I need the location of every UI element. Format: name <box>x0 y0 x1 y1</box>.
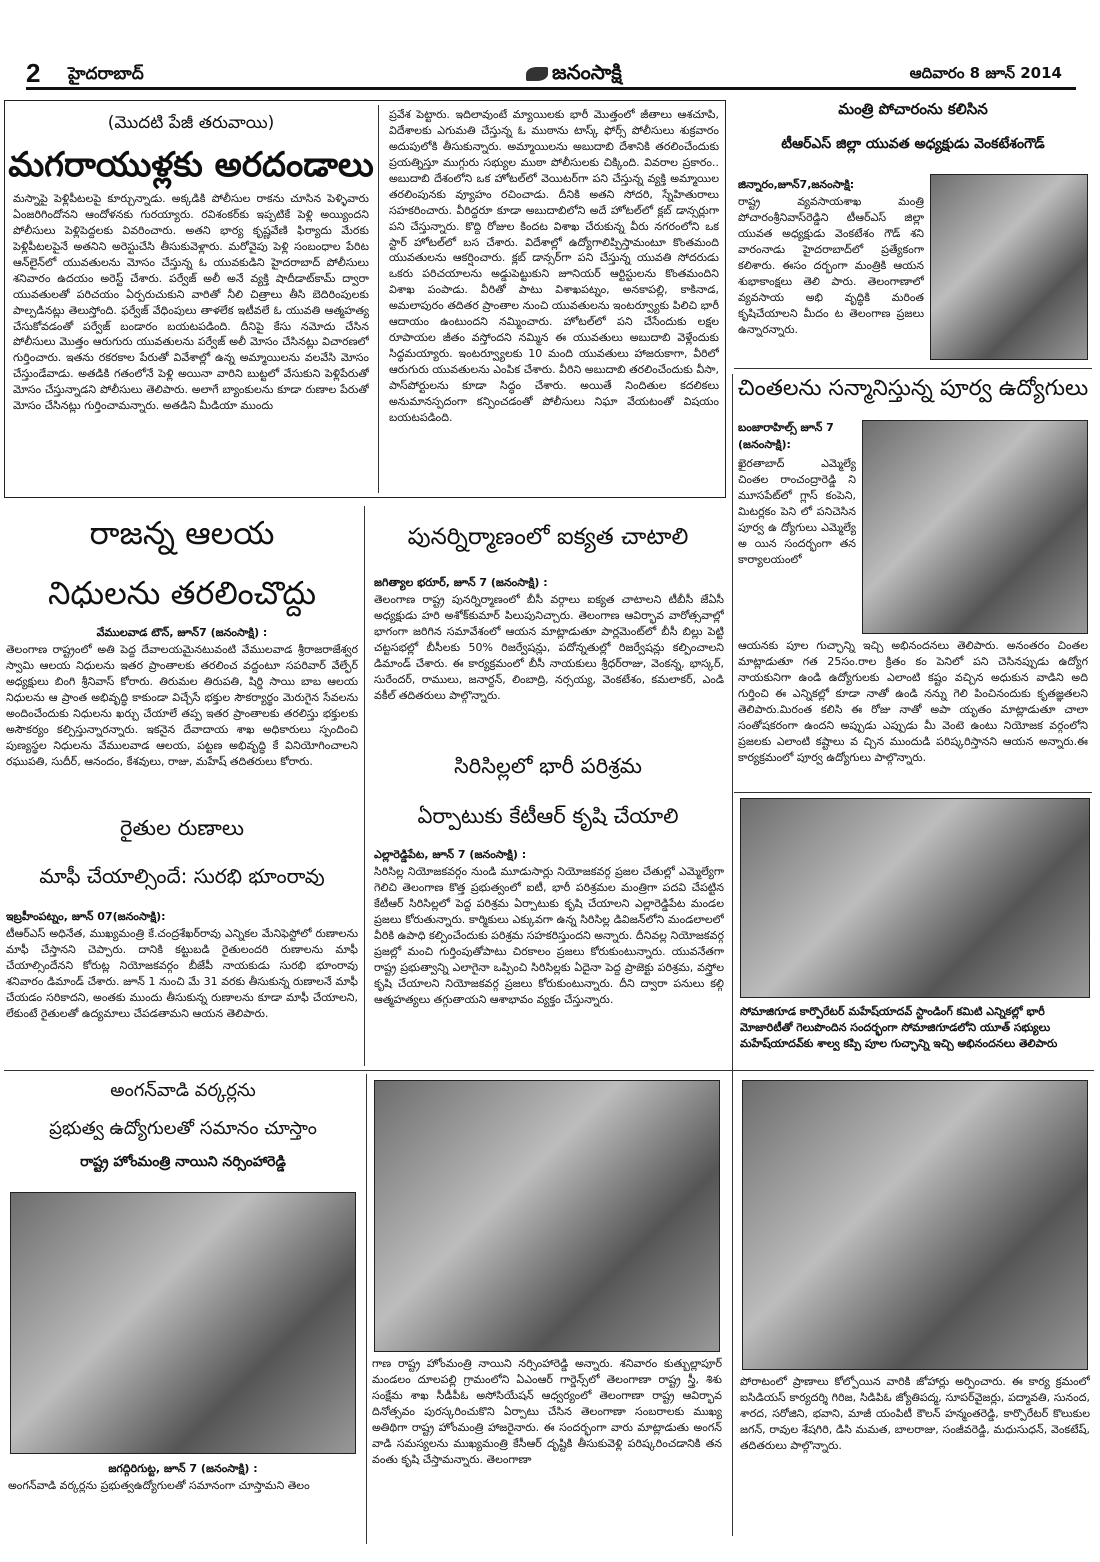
masthead-name: జనంసాక్షి <box>552 60 622 84</box>
news-photo <box>930 174 1088 360</box>
article-rajanna <box>6 508 358 810</box>
masthead-logo <box>526 60 622 89</box>
article-mahesh-yadav <box>740 798 1090 1066</box>
article-body-col2: ప్రవేశ పెట్టారు. ఇదిలావుంటే మ్యాయిలకు భారీ మొత్తంలో జీతాలు ఆశచూపి, విదేశాలకు ఎగుమతి చేస్తున్న ఓ ముఠాను టాస్క్ ఫోర్స్ పోలీసులు శుక్రవారం అదుపులోకి తీసుకున్నారు. అమ్మాయిలను అబుదాబి దేశానికి తరలించేందుకు ప్రయత్నిస్తూ ముగ్గురు సభ్యుల ముఠా పోలీసులకు చిక్కింది. వివరాల ప్రకారం.. అబుదాబి దేశంలోని ఒక హోటల్‌లో వెయిటర్‌గా పని చేస్తున్న వ్యక్తి అమ్మాయిల తరలింపునకు వ్యూహం రచించాడు. దీనికి అతని సోదరి, స్నేహితురాలు సహకరించారు. వీరిద్దరూ కూడా అబుదాబిలోని అదే హోటల్‌లో క్లబ్ డాన్సర్లుగా పని చేస్తున్నారు. కొద్ది రోజుల కిందట విశాఖ చేరుకున్న వీరు నగరంలోని ఒక స్టార్ హోటల్‌లో బస చేశారు. విదేశాల్లో ఉద్యోగాలిప్పిస్తామంటూ కొంతమంది యువతులను ఆకర్షించారు. క్లబ్ డాన్సర్‌గా పని చేస్తున్న యువతి సోదరుడు ఒకరు పరిచయాలను అడ్డుపెట్టుకుని జూనియర్ ఆర్టిస్టులను కొంతమందిని విశాఖ పంపాడు. వీరితో పాటు విశాఖపట్నం, అనకాపల్లి, కాకినాడ, అమలాపురం తదితర ప్రాంతాల నుంచి యువతులను ఇంటర్వ్యూకు పిలిచి భారీ ఆదాయం ఉంటుందని నమ్మించారు. హోటల్‌లో పని చేసేందుకు లక్షల రూపాయల జీతం వస్తోందని నమ్మిన ఈ యువతులు అబుదాబి వెళ్లేందుకు సిద్ధమయ్యారు. ఇంటర్వ్యూలకు 10 మంది యువతులు హాజరుకాగా, వీరిలో ఆరుగురు యువతులను ఎంపిక చేశారు. వీరిని అబుదాబి తరలించేందుకు వీసా, పాస్‌పోర్టులను కూడా సిద్ధం చేశారు. అయితే నిందితుల కదలికలు అనుమానస్పదంగా కన్పించడంతో పోలీసులు నిఘా వేయటంతో విషయం బయటపడింది. <box>389 108 719 424</box>
article-title-line1: అంగన్‌వాడి వర్కర్లను <box>110 1080 256 1101</box>
article-title: టీఆర్ఎస్ జిల్లా యువత అధ్యక్షుడు వెంకటేశంగౌడ్ <box>781 136 1045 152</box>
article-raithu-runalu <box>6 814 358 1066</box>
issue-date: ఆదివారం 8 జూన్ 2014 <box>909 64 1062 82</box>
logo-icon <box>526 67 548 81</box>
article-title-line2: ఏర్పాటుకు కేటీఆర్ కృషి చేయాలి <box>417 804 679 828</box>
page-header <box>26 58 1076 90</box>
article-anganwadi <box>6 1074 1094 1554</box>
article-dateline: జగద్గిరిగుట్ట, జూన్ 7 (జనంసాక్షి) : <box>108 1462 258 1475</box>
article-body: ఆయనకు పూల గుచ్ఛాన్ని ఇచ్చి అభినందనలు తెలిపారు. అనంతరం చింతల మాట్లాడుతూ గత 25సం.రాల క్రితం కం పెనిలో పని చెసినప్పుడు ఉద్యోగ నాయకునిగా ఉండి ఉద్యోగులకు ఎలాంటి కష్టం వచ్చిన అధుకున వాడిని అది గుర్తించి ఈ ఎన్నికల్లో కూడా నాతో ఉండి నన్ను గెలి పించినందుకు కృతజ్ఞతలని తెలిపారు.మిరంత కలిసి ఈ రోజు నాతో అపా యృతం మాట్లాడుతూ చాలా సంతోషకరంగా ఉందని అప్పుడు ఎప్పుడు మీ వెంటె ఉంటు నియోజక వర్గంలోని ప్రజలకు ఎలాంటి కష్టాలు వ చ్చిన ముందుడి పరిష్కరిస్తానని ఆయన అన్నారు.ఈ కార్యక్రమంలో పూర్వ ఉద్యోగులు పాల్గొన్నారు. <box>738 639 1088 764</box>
column-divider <box>378 105 379 493</box>
article-body: టీఆర్ఎస్ అధినేత, ముఖ్యమంత్రి కే.చంద్రశేఖర్‌రావు ఎన్నికల మేనిఫెస్టోలో రుణాలను మాఫీ చేస్తానని చెప్పారు. దానికి కట్టుబడి రైతులందరి రుణాలను మాఫీ చేయాల్సిందేనని కోరుట్ల నియోజకవర్గం బీజేపీ నాయకుడు సురభి భూంరావు శనివారం డిమాండ్ చేశారు. జూన్ 1 నుంచి మే 31 వరకు తీసుకున్న రుణాలనే మాఫీ చేయడం సరికాదని, అంతకు ముందు తీసుకున్న రుణాలను కూడా మాఫీ చేయాలని, లేకుంటే రైతులతో ఉద్యమాలు చేపడతామని ఆయన తెలిపారు. <box>6 927 358 1020</box>
article-title-line2: మాఫీ చేయాల్సిందే: సురభి భూంరావు <box>39 864 325 888</box>
article-magarayullu <box>4 100 726 498</box>
article-title-line1: సిరిసిల్లలో భారీ పరిశ్రమ <box>454 754 642 778</box>
article-title: పునర్నిర్మాణంలో ఐక్యత చాటాలి <box>407 524 689 550</box>
article-body-col3: పోరాటంలో ప్రాణాలు కోల్పోయిన వారికి జోహార్లు అర్పించారు. ఈ కార్య క్రమంలో ఐసిడియస్ కార్యదర్శి గిరిజ, సిడిపిఓ జ్యోతిపద్మ, సూపర్‌వైజర్లు, పద్మావతి, సునంద, శారద, సరోజిని, భవాని, మాజీ యంపిటీ కౌలన్ హన్మంతరెడ్డి, కార్పొరేటర్ కొలుకుల జగన్, రావుల శేషగిరి, డిసి మమత, బాలరాజు, సంజీవరెడ్డి, మధుసుధన్, వెంకటేష్, తదితరులు పాల్గొన్నారు. <box>740 1375 1090 1452</box>
news-photo <box>742 1080 1088 1370</box>
article-title: మగరాయుళ్లకు అరదండాలు <box>8 145 374 185</box>
article-title-line1: రైతుల రుణాలు <box>120 816 244 840</box>
section-name: హైదరాబాద్ <box>68 64 144 84</box>
article-subtitle: రాష్ట్ర హోంమంత్రి నాయిని నర్సింహారెడ్డి <box>80 1154 286 1170</box>
article-punarnirmanam <box>370 508 726 752</box>
article-body: తెలంగాణ రాష్ట్ర పునర్నిర్మాణంలో బీసీ వర్గాలు ఐక్యత చాటాలని టీబీసీ జేఏసీ అధ్యక్షుడు హరి అశోక్‌కుమార్ పిలుపునిచ్చారు. తెలంగాణ ఆవిర్భావ వారోత్సవాల్లో భాగంగా జరిగిన సమావేశంలో ఆయన మాట్లాడుతూ పార్లమెంట్‌లో బీసీ బిల్లు పెట్టి చట్టసభల్లో బీసీలకు 50% రిజర్వేషన్లు, పదోన్నతుల్లో రిజర్వేషన్లు కల్పించాలని డిమాండ్ చేశారు. ఈ కార్యక్రమంలో బీసీ నాయకులు శ్రీధర్‌రాజు, వెంకన్న, భాస్కర్, సురేందర్, రాములు, జనార్దన్, లింబాద్రి, నర్సయ్య, వెంకటేశం, కమలాకర్, ఎండి వకీల్ తదితరులు పాల్గొన్నారు. <box>374 593 724 702</box>
article-title: చింతలను సన్మానిస్తున్న పూర్వ ఉద్యోగులు <box>737 376 1089 401</box>
article-pocharam <box>734 100 1092 362</box>
news-photo <box>740 798 1090 998</box>
photo-caption: సోమాజిగూడ కార్పొరేటర్ మహేష్‌యాదవ్ స్టాండింగ్ కమిటి ఎన్నికల్లో భారీ మోజారిటీతో గెలుపొందిన సందర్భంగా సోమాజిగూడలోని యూత్ సభ్యులు మహేష్‌యాదవ్‌కు శాల్వ కప్పి పూల గుచ్ఛాన్ని ఇచ్చి అభినందనలు తెలిపారు <box>740 1005 1058 1050</box>
article-dateline: జిన్నారం,జూన్7,జనంసాక్షి: <box>738 178 855 191</box>
page-number: 2 <box>26 58 41 88</box>
article-dateline: వేములవాడ టౌన్, జూన్7 (జనంసాక్షి) : <box>96 626 268 639</box>
article-body: రాష్ట్ర వ్యవసాయశాఖ మంత్రి పోచారంశ్రీనివాస్‌రెడ్డిని టీఆర్ఎస్ జిల్లా యువత అధ్యక్షుడు వెంకటేశం గౌడ్ శని వారంనాడు హైదరాబాద్‌లో ప్రత్యేకంగా కలిశారు. ఈసం దర్భంగా మంత్రికి ఆయన శుభాకాంక్షలు తెలి పారు. తెలంగాణాలో వ్యవసాయ అభి వృద్ధికి మరింత కృషిచేయాలని మీదం ట తెలంగాణ ప్రజలు ఉన్నారన్నారు. <box>738 195 924 336</box>
article-title-line2: నిధులను తరలించొద్దు <box>47 574 317 612</box>
article-sircilla <box>370 752 726 1066</box>
article-body-col1: అంగన్‌వాడి వర్కర్లను ప్రభుత్వఉద్యోగులతో సమానంగా చూస్తామని తెలం <box>8 1479 310 1492</box>
news-photo <box>862 420 1088 634</box>
article-chintala <box>734 374 1092 792</box>
news-photo <box>10 1192 356 1454</box>
article-dateline: ఎల్లారెడ్డిపేట, జూన్ 7 (జనంసాక్షి) : <box>374 848 527 861</box>
article-dateline: జగిత్యాల భరూర్, జూన్ 7 (జనంసాక్షి) : <box>374 576 548 589</box>
article-body: తెలంగాణ రాష్ట్రంలో అతి పెద్ద దేవాలయమైనటువంటి వేములవాడ శ్రీరాజరాజేశ్వర స్వామి ఆలయ నిధులను ఇతర ప్రాంతాలకు తరలించ వద్దంటూ సపరివార్ వేల్ఫేర్ అధ్యక్షులు బింగి శ్రీనివాస్ కోరారు. తిరుమల తిరుపతి, షిర్డి సాయి బాబ ఆలయ నిధులను ఆ ప్రాంత అభివృద్ధి కాకుండా విచ్చేసే భక్తుల సౌకర్యార్థం మెరుగైన సేవలను అందించేందుకు నిధులను ఖర్చు చేయాలే తప్ప ఇతర ప్రాంతాలకు తరలిస్తు భక్తులకు అసౌకర్యం కల్పిస్తున్నారన్నారు. ఇకనైన దేవాదాయ శాఖ అధికారులు స్పందించి పుణ్యస్థల నిధులను వేములవాడ ఆలయ, పట్టణ అభివృద్ధి కే వినియోగించాలని రఘుపతి, సుదీర్, ఆనందం, కేశవులు, రాజు, మహేష్ తదితరులు కోరారు. <box>6 643 358 768</box>
article-body-wrap: ఖైరతాబాద్ ఎమ్మెల్యే చింతల రాంచంద్రారెడ్డి ని మూసపేట్‌లో గ్లాస్ కంపెని, మిటర్లకం పెని లో పనిచెసిన పూర్వ ఉ ద్యోగులు ఎమ్మెల్యే అ యిన సందర్భంగా తన కార్యాలయంలో <box>738 457 856 566</box>
article-kicker: (మొదటి పేజీ తరువాయి) <box>107 113 275 133</box>
article-title-line2: ప్రభుత్వ ఉద్యోగులతో సమానం చూస్తాం <box>49 1118 317 1139</box>
article-body-col2: గాణ రాష్ట్ర హోంమంత్రి నాయిని నర్సింహారెడ్డి అన్నారు. శనివారం కుత్బుల్లాపూర్ మండలం దూలపల్లి గ్రామంలోని ఏఎంఆర్ గార్డెన్స్‌లో తెలంగాణా రాష్ట్ర స్త్రీ, శిశు సంక్షేమ శాఖ సీడీపీఓ అసోసియేషన్ ఆధ్వర్యంలో తెలంగాణా రాష్ట్ర ఆవిర్భావ దినోత్సవం పురస్కరించుకొని ఏర్పాటు చేసిన తెలంగాణా సంబరాలకు ముఖ్య అతిథిగా రాష్ట్ర హోంమంత్రి హాజరైనారు. ఈ సందర్భంగా వారు మాట్లాడుతు అంగన్ వాడి సమస్యలను ముఖ్యమంత్రి కేసీఆర్ దృష్టికి తీసుకువెళ్లి పరిష్కరించడానికి తన వంతు కృషి చేస్తామన్నారు. తెలంగాణా <box>372 1357 722 1466</box>
article-body-col1: మస్నాపై పెళ్లిపీటలపై కూర్చున్నాడు. అక్కడికి పోలీసుల రాకను చూసిన పెళ్ళివారు ఏంజరిగిందోనని ఆందోళనకు గురయ్యారు. రవిశంకర్‌కు ఇప్పటికే పెళ్లి అయ్యిందని పోలీసులు పెళ్లిపెద్దలకు వివరించారు. అతని భార్య కృష్ణవేణి ఫిర్యాదు మేరకు పెళ్లిపీటలపైనే అతనిని అరెస్టుచేసి తీసుకువెళ్లారు. మరోవైపు పెళ్లి సంబంధాల పేరిట ఆన్‌లైన్‌లో యువతులను మోసం చేస్తున్న ఓ యువకుడిని హైదరాబాద్ పోలీసులు శనివారం ఉదయం అరెస్ట్ చేశారు. పర్వేజ్ అలీ అనే వ్యక్తి షాదీడాట్‌కామ్ ద్వారా యువతులతో పరిచయం ఏర్పరుచుకుని వారితో నీలి చిత్రాలు తీసి బెదిరింపులకు పాల్పడినట్లు తెలుస్తోంది. ఫర్వేజ్ వేధింపులు తాళలేక ఇటీవలే ఓ యువతి ఆత్మహత్య చేసుకోవడంతో పర్వేజ్ బండారం బయటపడింది. దీనిపై కేసు నమోదు చేసిన పోలీసులు మొత్తం ఆరుగురు యువతులను పర్వేజ్ అలీ మోసం చేసినట్లు విచారణలో గుర్తించారు. ఇతను రకరకాల పేరుతో వివేశాల్లో ఉన్న అమ్మాయిలను వలవేసి మోసం చేస్తుండేవాడు. అతడికి గతంలోనే పెళ్లి అయినా వారిని బుట్టలో వేసుకుని పెళ్లిపేరుతో మోసం చేస్తున్నాడని పోలీసులు తెలిపారు. అలాగే బ్యాంకులను కూడా రుణాల పేరుతో మోసం చేసినట్లు గుర్తించామన్నారు. అతడిని మీడియా ముందు <box>13 192 369 413</box>
article-dateline: బంజారాహిల్స్ జూన్ 7 (జనంసాక్షి): <box>738 421 834 451</box>
news-photo <box>374 1080 720 1352</box>
article-body: సిరిసిల్ల నియోజకవర్గం నుండి మూడుసార్లు నియోజకవర్గ ప్రజల చేతుల్లో ఎమ్మెల్యేగా గెలిచి తెలంగాణ కొత్త ప్రభుత్వంలో ఐటీ, భారీ పరిశ్రమల మంత్రిగా పదవి చేపట్టిన కేటీఆర్ సిరిసిల్లలో పెద్ద పరిశ్రమ ఏర్పాటుకు కృషి చేయాలని ఎల్లారెడ్డిపేట మండల ప్రజలు కోరుతున్నారు. కార్మికులు ఎక్కువగా ఉన్న సిరిసిల్ల డివిజన్‌లోని మండలాలలో వీరికి ఉపాధి కల్పించేందుకు పరిశ్రమ సహకరిస్తుందని అన్నారు. దీనివల్ల నియోజకవర్గ ప్రజల్లో మంచి గుర్తింపుతోపాటు చిరకాలం ప్రజలు కోరుకుంటున్నారు. యువనేతగా రాష్ట్ర ప్రభుత్వాన్ని ఎలాగైనా ఒప్పించి సిరిసిల్లకు ఏదైనా పెద్ద ప్రాజెక్టు పరిశ్రమ, వస్త్రోల కృషి చేయాలని నియోజకవర్గ ప్రజలు కోరుకుంటున్నారు. దీని ద్వారా పనులు కల్గి ఆత్మహత్యలు తగ్గుతాయని ఆశాభావం వ్యక్తం చేస్తున్నారు. <box>374 865 724 1006</box>
article-dateline: ఇబ్రహీంపట్నం, జూన్ 07(జనంసాక్షి): <box>6 910 166 923</box>
article-title-line1: రాజన్న ఆలయ <box>89 514 275 552</box>
article-kicker: మంత్రి పోచారంను కలిసిన <box>838 100 988 118</box>
